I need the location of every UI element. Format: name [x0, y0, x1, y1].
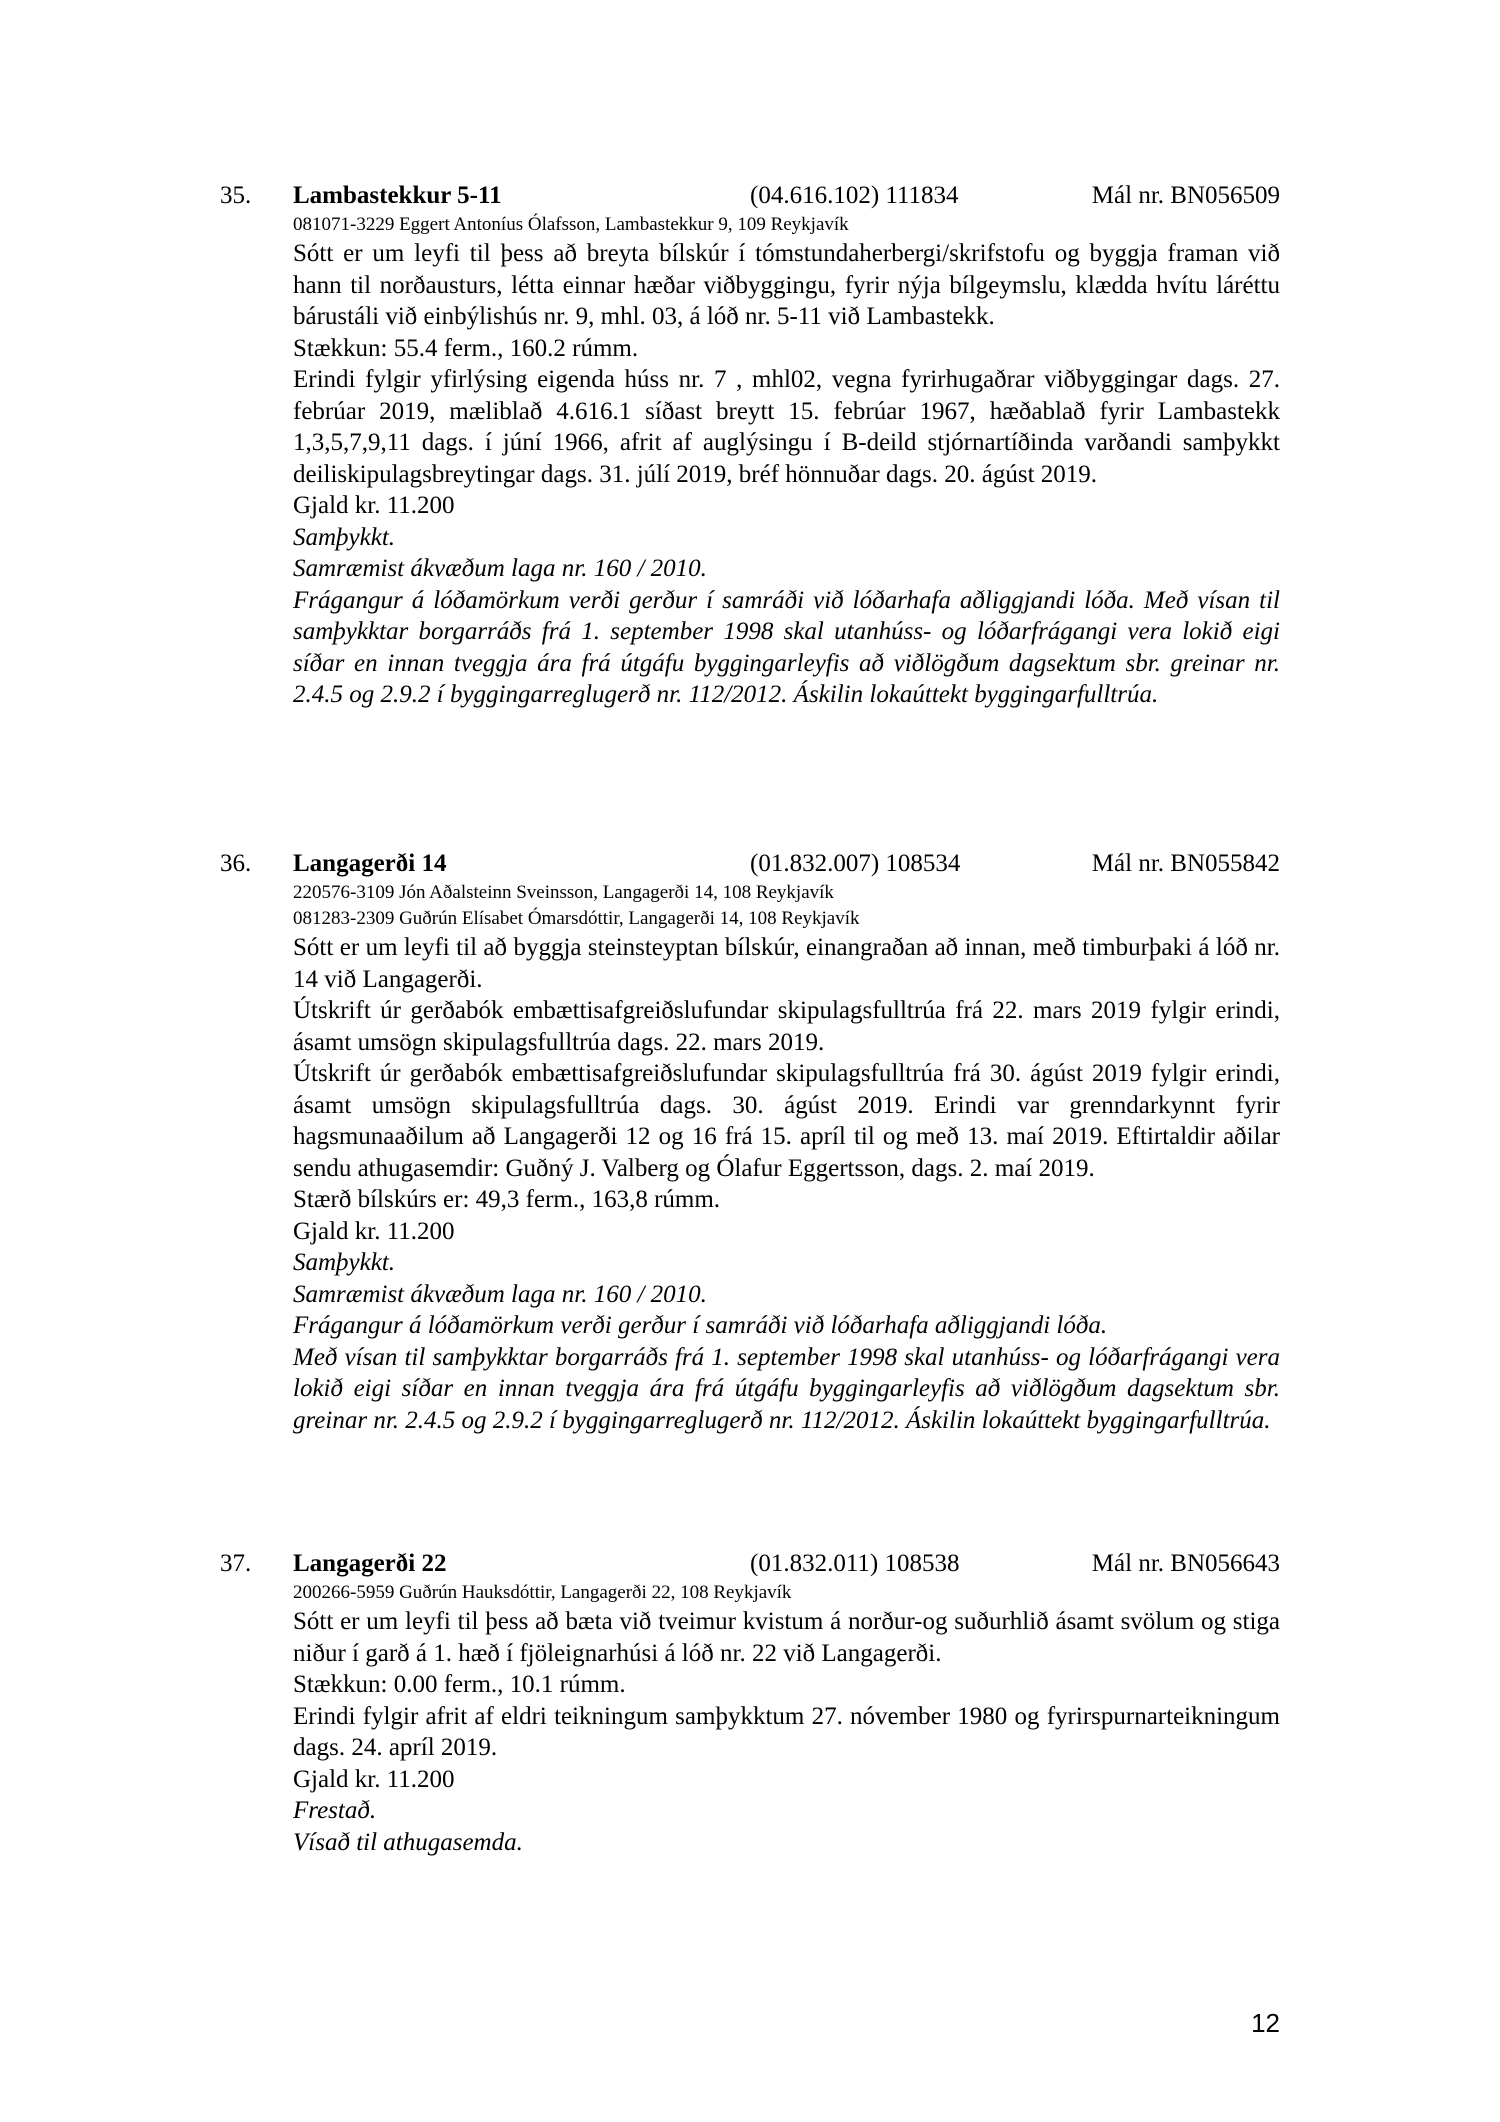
decision-note: Vísað til athugasemda.: [293, 1828, 523, 1856]
item-number: 37.: [220, 1550, 252, 1577]
land-id: (01.832.011) 108538: [750, 1550, 960, 1577]
paragraph: Sótt er um leyfi til að byggja steinsteyptan bílskúr, einangraðan að innan, með timburþaki á lóð nr. 14 við Langagerði.: [293, 934, 1280, 993]
paragraph: Stærð bílskúrs er: 49,3 ferm., 163,8 rúmm.: [293, 1186, 721, 1213]
decision: Samþykkt.: [293, 523, 396, 551]
item-body: [293, 212, 1280, 711]
applicant: 081071-3229 Eggert Antoníus Ólafsson, Lambastekkur 9, 109 Reykjavík: [293, 214, 849, 235]
decision: Frestað.: [293, 1797, 377, 1824]
item-title: Langagerði 22: [293, 1550, 447, 1577]
case-number: Mál nr. BN055842: [1091, 850, 1280, 877]
item-header: [220, 848, 1280, 880]
item-title: Langagerði 14: [293, 850, 447, 877]
paragraph: Sótt er um leyfi til þess að bæta við tveimur kvistum á norður-og suðurhlið ásamt svölum og stiga niður í garð á 1. hæð í fjöleignarhúsi á lóð nr. 22 við Langagerði.: [293, 1608, 1280, 1667]
land-id: (01.832.007) 108534: [750, 850, 961, 877]
fee: Gjald kr. 11.200: [293, 1217, 455, 1245]
fee: Gjald kr. 11.200: [293, 492, 455, 519]
decision: Samþykkt.: [293, 1249, 396, 1276]
item-header: [220, 180, 1280, 212]
item-header: [220, 1548, 1280, 1580]
paragraph: Útskrift úr gerðabók embættisafgreiðslufundar skipulagsfulltrúa frá 22. mars 2019 fylgir erindi, ásamt umsögn skipulagsfulltrúa dags. 22. mars 2019.: [293, 997, 1280, 1056]
fee: Gjald kr. 11.200: [293, 1765, 455, 1793]
paragraph: Stækkun: 55.4 ferm., 160.2 rúmm.: [293, 334, 639, 362]
agenda-item: [220, 180, 1280, 711]
decision-note: Með vísan til samþykktar borgarráðs frá 1. september 1998 skal utanhúss- og lóðarfrágangi vera lokið eigi síðar en innan tveggja ára frá útgáfu byggingarleyfis að viðlögðum dagsektum sbr. greinar nr. 2.4.5 og 2.9.2 í byggingarreglugerð nr. 112/2012. Áskilin lokaúttekt byggingarfulltrúa.: [293, 1343, 1280, 1434]
agenda-item: [220, 848, 1280, 1436]
applicant: 220576-3109 Jón Aðalsteinn Sveinsson, Langagerði 14, 108 Reykjavík: [293, 882, 834, 903]
paragraph: Sótt er um leyfi til þess að breyta bílskúr í tómstundaherbergi/skrifstofu og byggja framan við hann til norðausturs, létta einnar hæðar viðbyggingu, fyrir nýja bílgeymslu, klædda hvítu láréttu bárustáli við einbýlishús nr. 9, mhl. 03, á lóð nr. 5-11 við Lambastekk.: [293, 240, 1280, 330]
item-number: 36.: [220, 850, 252, 877]
item-number: 35.: [220, 182, 252, 209]
applicant: 081283-2309 Guðrún Elísabet Ómarsdóttir, Langagerði 14, 108 Reykjavík: [293, 908, 860, 929]
decision-note: Frágangur á lóðamörkum verði gerður í samráði við lóðarhafa aðliggjandi lóða. Með vísan til samþykktar borgarráðs frá 1. september 1998 skal utanhúss- og lóðarfrágangi vera lokið eigi síðar en innan tveggja ára frá útgáfu byggingarleyfis að viðlögðum dagsektum sbr. greinar nr. 2.4.5 og 2.9.2 í byggingarreglugerð nr. 112/2012. Áskilin lokaúttekt byggingarfulltrúa.: [293, 586, 1280, 708]
decision-note: Frágangur á lóðamörkum verði gerður í samráði við lóðarhafa aðliggjandi lóða.: [293, 1312, 1108, 1339]
agenda-item: [220, 1548, 1280, 1858]
land-id: (04.616.102) 111834: [750, 182, 959, 209]
item-body: [293, 1580, 1280, 1858]
paragraph: Útskrift úr gerðabók embættisafgreiðslufundar skipulagsfulltrúa frá 30. ágúst 2019 fylgir erindi, ásamt umsögn skipulagsfulltrúa dags. 30. ágúst 2019. Erindi var grenndarkynnt fyrir hagsmunaaðilum að Langagerði 12 og 16 frá 15. apríl til og með 13. maí 2019. Eftirtaldir aðilar sendu athugasemdir: Guðný J. Valberg og Ólafur Eggertsson, dags. 2. maí 2019.: [293, 1060, 1280, 1182]
decision-note: Samræmist ákvæðum laga nr. 160 / 2010.: [293, 1280, 707, 1308]
item-title: Lambastekkur 5-11: [293, 182, 502, 209]
page-number: 12: [1251, 2008, 1280, 2038]
paragraph: Erindi fylgir yfirlýsing eigenda húss nr. 7 , mhl02, vegna fyrirhugaðrar viðbyggingar dags. 27. febrúar 2019, mæliblað 4.616.1 síðast breytt 15. febrúar 1967, hæðablað fyrir Lambastekk 1,3,5,7,9,11 dags. í júní 1966, afrit af auglýsingu í B-deild stjórnartíðinda varðandi samþykkt deiliskipulagsbreytingar dags. 31. júlí 2019, bréf hönnuðar dags. 20. ágúst 2019.: [293, 366, 1280, 488]
case-number: Mál nr. BN056509: [1091, 182, 1280, 209]
decision-note: Samræmist ákvæðum laga nr. 160 / 2010.: [293, 555, 707, 582]
applicant: 200266-5959 Guðrún Hauksdóttir, Langagerði 22, 108 Reykjavík: [293, 1582, 792, 1603]
item-body: [293, 880, 1280, 1436]
paragraph: Stækkun: 0.00 ferm., 10.1 rúmm.: [293, 1671, 626, 1698]
case-number: Mál nr. BN056643: [1091, 1550, 1280, 1577]
paragraph: Erindi fylgir afrit af eldri teikningum samþykktum 27. nóvember 1980 og fyrirspurnarteikningum dags. 24. apríl 2019.: [293, 1702, 1280, 1761]
